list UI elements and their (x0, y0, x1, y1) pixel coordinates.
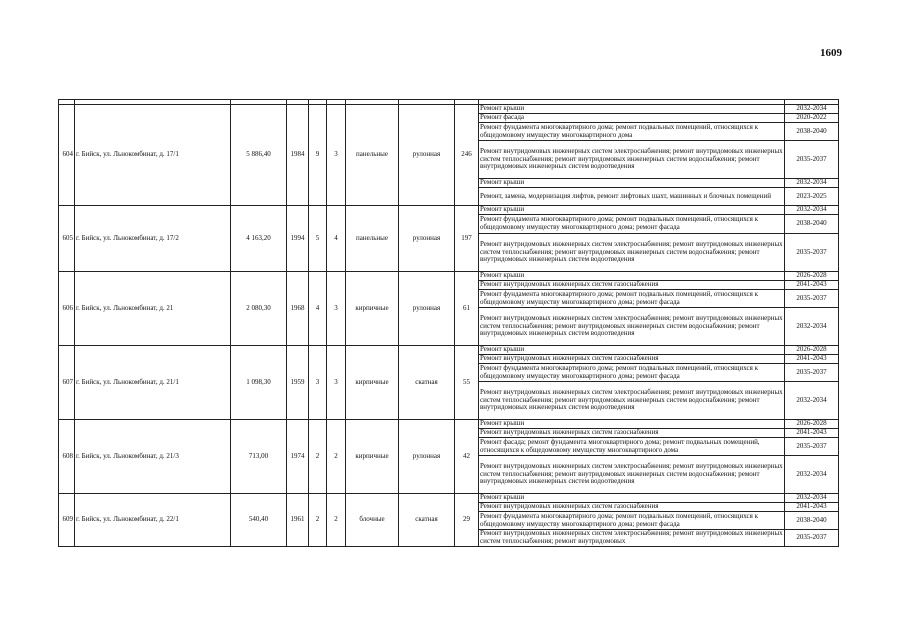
building-floors: 2 (309, 420, 327, 494)
work-period: 2038-2040 (785, 123, 839, 141)
building-entrances: 3 (327, 346, 346, 420)
building-area: 713,00 (231, 420, 287, 494)
building-address: г. Бийск, ул. Льнокомбинат, д. 21/1 (75, 346, 231, 420)
building-entrances: 4 (327, 206, 346, 272)
work-period: 2041-2043 (785, 503, 839, 512)
building-year: 1959 (287, 346, 309, 420)
work-name: Ремонт крыши (479, 420, 785, 429)
table-row (59, 272, 839, 281)
wall-material: кирпичные (346, 272, 399, 346)
building-floors: 4 (309, 272, 327, 346)
work-period: 2032-2034 (785, 206, 839, 215)
work-period: 2035-2037 (785, 290, 839, 308)
work-period: 2035-2037 (785, 234, 839, 272)
building-year: 1961 (287, 494, 309, 547)
work-period: 2038-2040 (785, 215, 839, 234)
work-period: 2032-2034 (785, 494, 839, 503)
work-period: 2020-2022 (785, 114, 839, 123)
building-floors: 3 (309, 346, 327, 420)
building-entrances: 2 (327, 420, 346, 494)
building-count: 42 (455, 420, 479, 494)
work-name: Ремонт внутридомовых инженерных систем электроснабжения; ремонт внутридомовых инженерных систем теплоснабжения; ремонт внутридомовых инженерных систем водоснабжения; ремонт внутридомовых инженерных систем водоотведения (479, 308, 785, 346)
building-floors: 5 (309, 206, 327, 272)
work-name: Ремонт фундамента многоквартирного дома; ремонт подвальных помещений, относящихся к общедомовому имуществу многоквартирного дома; ремонт фасада (479, 215, 785, 234)
page-number: 1609 (820, 47, 842, 59)
work-name: Ремонт внутридомовых инженерных систем газоснабжения (479, 355, 785, 364)
work-name: Ремонт внутридомовых инженерных систем электроснабжения; ремонт внутридомовых инженерных систем теплоснабжения; ремонт внутридомовых (480, 529, 783, 545)
building-entrances: 3 (327, 272, 346, 346)
work-name: Ремонт внутридомовых инженерных систем газоснабжения (479, 429, 785, 438)
work-name: Ремонт внутридомовых инженерных систем газоснабжения (479, 281, 785, 290)
table-body (59, 100, 839, 547)
work-name: Ремонт крыши (479, 494, 785, 503)
building-area: 540,40 (231, 494, 287, 547)
work-period: 2032-2034 (785, 179, 839, 188)
roof-type: рулонная (399, 105, 455, 206)
work-period: 2026-2028 (785, 272, 839, 281)
building-floors: 9 (309, 105, 327, 206)
work-period: 2035-2037 (785, 530, 839, 547)
table-row (59, 206, 839, 215)
work-name: Ремонт внутридомовых инженерных систем газоснабжения (479, 503, 785, 512)
work-name: Ремонт фундамента многоквартирного дома; ремонт подвальных помещений, относящихся к общедомовому имуществу многоквартирного дома (479, 123, 785, 141)
work-name: Ремонт фундамента многоквартирного дома; ремонт подвальных помещений, относящихся к общедомовому имуществу многоквартирного дома; ремонт фасада (479, 290, 785, 308)
work-name: Ремонт крыши (479, 272, 785, 281)
building-area: 4 163,20 (231, 206, 287, 272)
table-row (59, 420, 839, 429)
work-period: 2032-2034 (785, 456, 839, 494)
roof-type: рулонная (399, 272, 455, 346)
work-name: Ремонт внутридомовых инженерных систем электроснабжения; ремонт внутридомовых инженерных систем теплоснабжения; ремонт внутридомовых инженерных систем водоснабжения; ремонт внутридомовых инженерных систем водоотведения (479, 141, 785, 179)
table-row (59, 346, 839, 355)
building-number: 606 (59, 272, 75, 346)
building-entrances: 3 (327, 105, 346, 206)
work-name: Ремонт фасада (479, 114, 785, 123)
building-year: 1984 (287, 105, 309, 206)
work-period: 2032-2034 (785, 308, 839, 346)
building-area: 1 098,30 (231, 346, 287, 420)
work-name: Ремонт крыши (479, 105, 785, 114)
wall-material: панельные (346, 206, 399, 272)
work-name: Ремонт фасада; ремонт фундамента многоквартирного дома; ремонт подвальных помещений, относящихся к общедомовому имуществу многоквартирного дома (479, 438, 785, 456)
wall-material: кирпичные (346, 346, 399, 420)
roof-type: скатная (399, 494, 455, 547)
building-number: 604 (59, 105, 75, 206)
work-period: 2035-2037 (785, 364, 839, 382)
building-year: 1994 (287, 206, 309, 272)
work-name: Ремонт фундамента многоквартирного дома; ремонт подвальных помещений, относящихся к общедомовому имуществу многоквартирного дома; ремонт фасада (479, 512, 785, 530)
building-number: 609 (59, 494, 75, 547)
building-area: 5 886,40 (231, 105, 287, 206)
work-name: Ремонт внутридомовых инженерных систем электроснабжения; ремонт внутридомовых инженерных систем теплоснабжения; ремонт внутридомовых инженерных систем водоснабжения; ремонт внутридомовых инженерных систем водоотведения (479, 456, 785, 494)
work-name: Ремонт крыши (479, 179, 785, 188)
capital-repair-table (58, 99, 839, 547)
building-address: г. Бийск, ул. Льнокомбинат, д. 21 (75, 272, 231, 346)
building-address: г. Бийск, ул. Льнокомбинат, д. 22/1 (75, 494, 231, 547)
building-area: 2 080,30 (231, 272, 287, 346)
building-number: 608 (59, 420, 75, 494)
work-name: Ремонт крыши (479, 206, 785, 215)
work-period: 2026-2028 (785, 346, 839, 355)
work-period: 2032-2034 (785, 382, 839, 420)
building-number: 607 (59, 346, 75, 420)
work-name: Ремонт внутридомовых инженерных систем электроснабжения; ремонт внутридомовых инженерных систем теплоснабжения; ремонт внутридомовых инженерных систем водоснабжения; ремонт внутридомовых инженерных систем водоотведения (479, 382, 785, 420)
building-address: г. Бийск, ул. Льнокомбинат, д. 17/2 (75, 206, 231, 272)
roof-type: рулонная (399, 420, 455, 494)
table-row (59, 494, 839, 503)
work-name: Ремонт внутридомовых инженерных систем электроснабжения; ремонт внутридомовых инженерных систем теплоснабжения; ремонт внутридомовых инженерных систем водоснабжения; ремонт внутридомовых инженерных систем водоотведения (479, 234, 785, 272)
work-period: 2023-2025 (785, 188, 839, 206)
building-count: 55 (455, 346, 479, 420)
wall-material: блочные (346, 494, 399, 547)
building-address: г. Бийск, ул. Льнокомбинат, д. 21/3 (75, 420, 231, 494)
wall-material: панельные (346, 105, 399, 206)
work-period: 2041-2043 (785, 281, 839, 290)
work-period: 2041-2043 (785, 355, 839, 364)
building-number: 605 (59, 206, 75, 272)
work-name: Ремонт фундамента многоквартирного дома; ремонт подвальных помещений, относящихся к общедомовому имуществу многоквартирного дома; ремонт фасада (479, 364, 785, 382)
work-period: 2032-2034 (785, 105, 839, 114)
work-period: 2038-2040 (785, 512, 839, 530)
roof-type: скатная (399, 346, 455, 420)
work-name: Ремонт крыши (479, 346, 785, 355)
roof-type: рулонная (399, 206, 455, 272)
work-period: 2035-2037 (785, 438, 839, 456)
wall-material: кирпичные (346, 420, 399, 494)
table-row (59, 105, 839, 114)
building-count: 29 (455, 494, 479, 547)
building-year: 1968 (287, 272, 309, 346)
building-count: 246 (455, 105, 479, 206)
building-year: 1974 (287, 420, 309, 494)
work-period: 2041-2043 (785, 429, 839, 438)
building-address: г. Бийск, ул. Льнокомбинат, д. 17/1 (75, 105, 231, 206)
building-entrances: 2 (327, 494, 346, 547)
building-floors: 2 (309, 494, 327, 547)
building-count: 61 (455, 272, 479, 346)
work-name: Ремонт, замена, модернизация лифтов, ремонт лифтовых шахт, машинных и блочных помещений (479, 188, 785, 206)
building-count: 197 (455, 206, 479, 272)
work-period: 2035-2037 (785, 141, 839, 179)
work-period: 2026-2028 (785, 420, 839, 429)
